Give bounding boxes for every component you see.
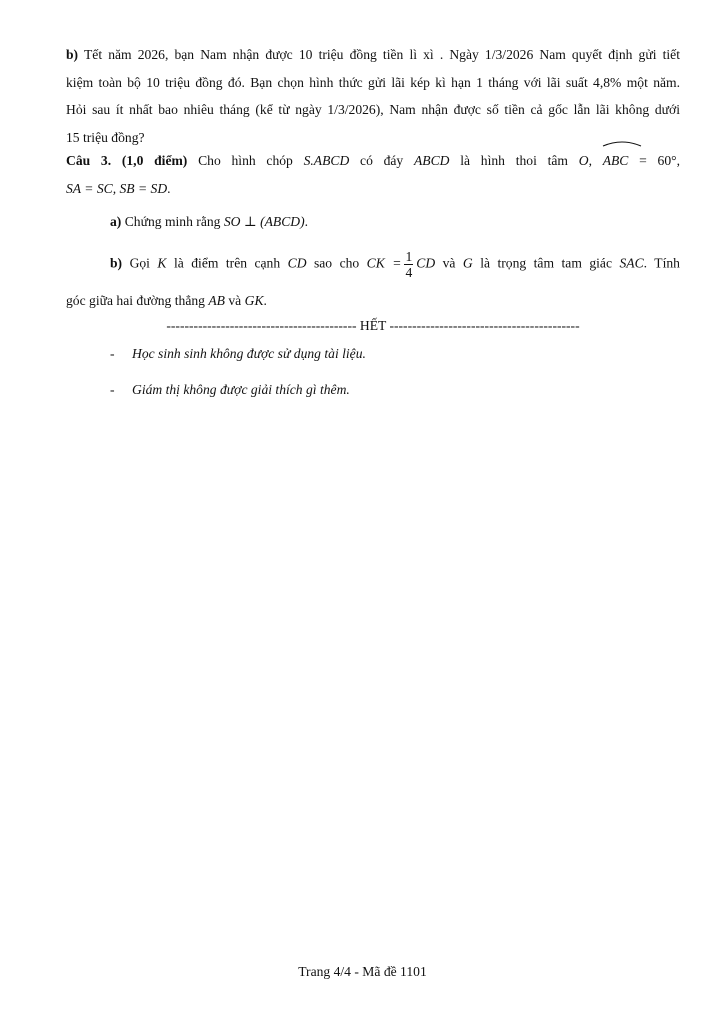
- question-3-line-1: Câu 3. (1,0 điểm) Cho hình chóp S.ABCD có đáy ABCD là hình thoi tâm O, ABC = 60°,: [66, 147, 680, 175]
- fraction-one-quarter: $\frac{1}{4}$: [405, 249, 413, 280]
- part-a: a) Chứng minh rằng SO ⊥ (ABCD).: [110, 214, 309, 229]
- part-b-line-2: góc giữa hai đường thẳng AB và GK.: [66, 293, 267, 308]
- page-footer: Trang 4/4 - Mã đề 1101: [298, 964, 427, 979]
- part-a-label: a): [110, 214, 122, 229]
- problem-b-line-4: 15 triệu đồng?: [66, 129, 145, 145]
- bullet-dash-icon: -: [110, 382, 115, 397]
- question-3-heading: Câu 3. (1,0 điểm): [66, 153, 188, 168]
- note-item: - Học sinh sinh không được sử dụng tài liệu.: [110, 344, 366, 364]
- problem-b: [66, 41, 680, 151]
- problem-b-line-2: kiệm toàn bộ 10 triệu đồng đó. Bạn chọn hình thức gửi lãi kép kì hạn 1 tháng với lãi suất 4,8% một năm.: [66, 74, 680, 90]
- problem-b-line-1: b) Tết năm 2026, bạn Nam nhận được 10 triệu đồng tiền lì xì . Ngày 1/3/2026 Nam quyết định gửi tiết: [66, 47, 680, 62]
- question-3-line-2: SA = SC, SB = SD.: [66, 180, 171, 196]
- note-item: - Giám thị không được giải thích gì thêm.: [110, 380, 350, 400]
- problem-b-label: b): [66, 47, 79, 62]
- part-b-label: b): [110, 255, 123, 271]
- angle-abc: ABC: [603, 147, 629, 175]
- part-b: [110, 249, 680, 280]
- problem-b-line-3: Hỏi sau ít nhất bao nhiêu tháng (kể từ ngày 1/3/2026), Nam nhận được số tiền cả gốc lẫn lãi không dưới: [66, 102, 680, 117]
- question-3: [66, 147, 680, 202]
- part-b-line-1: b) Gọi K là điểm trên cạnh CD sao cho CK = $\frac{1}{4}$ CD và G là trọng tâm tam giác SAC. Tính: [110, 249, 680, 280]
- angle-hat-icon: [602, 141, 642, 147]
- end-marker: ------------------------------------------ HẾT ------------------------------------------: [166, 318, 580, 333]
- bullet-dash-icon: -: [110, 346, 115, 361]
